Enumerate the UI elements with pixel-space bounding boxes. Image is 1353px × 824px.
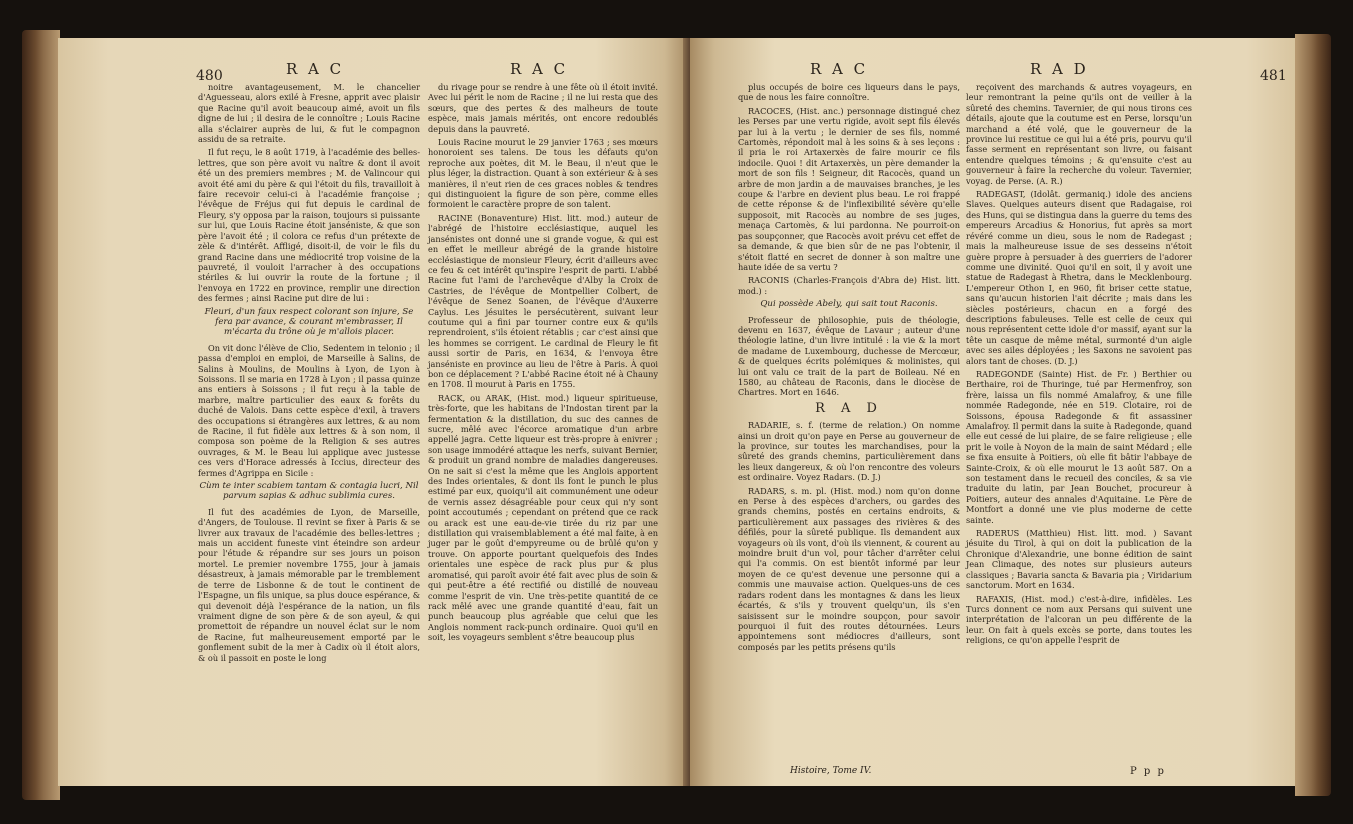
- paragraph: RADEGAST, (Idolât. germaniq.) idole des anciens Slaves. Quelques auteurs disent que Radagaise, roi des Huns, qui se distingua dans la guerre du tems des empereurs Arcadius & Honorius, fut après sa mort révéré comme un dieu, sous le nom de Radegast ; mais la malheureuse issue de ses desseins n'étoit guère propre à persuader à des guerriers de l'adorer comme une divinité. Quoi qu'il en soit, il y avoit une statue de Radegast à Rhetra, dans le Mecklenbourg. L'empereur Othon I, en 960, fit briser cette statue, sans qu'aucun historien l'ait décrite ; mais dans les siècles postérieurs, chacun en a forgé des descriptions fabuleuses. Telle est celle de ceux qui nous représentent cette idole d'or massif, ayant sur la tête un casque de même métal, surmonté d'un aigle avec ses ailes déployées ; les Saxons ne savoient pas alors tant de choses. (D. J.): [966, 189, 1192, 366]
- right-page: [690, 38, 1295, 786]
- paragraph: RACK, ou ARAK, (Hist. mod.) liqueur spiritueuse, très-forte, que les habitans de l'Indostan tirent par la fermentation & la distillation, du suc des cannes de sucre, mêlé avec l'écorce aromatique d'un arbre appellé jagra. Cette liqueur est très-propre à enivrer ; son usage immodéré attaque les nerfs, suivant Bernier, & produit un grand nombre de maladies dangereuses. On ne sait si c'est la même que les Anglois apportent des Indes orientales, & dont ils font le punch le plus estimé par eux, quoiqu'il ait communément une odeur de vernis assez désagréable pour ceux qui n'y sont point accoutumés ; cependant on prétend que ce rack ou arack est une eau-de-vie tirée du riz par une distillation qui vraisemblablement a été mal faite, à en juger par le goût d'empyreume ou de brûlé qu'on y trouve. On apporte pourtant quelquefois des Indes orientales une espèce de rack plus pur & plus aromatisé, qui paroît avoir été fait avec plus de soin & qui peut-être a été rectifié ou distillé de nouveau comme l'esprit de vin. Une très-petite quantité de ce rack mêlé avec une grande quantité d'eau, fait un punch beaucoup plus agréable que celui que les Anglois nomment rack-punch ordinaire. Quoi qu'il en soit, les voyageurs semblent s'être beaucoup plus: [428, 392, 658, 643]
- section-heading: R A D: [815, 400, 883, 416]
- paragraph: RADARIE, s. f. (terme de relation.) On nomme ainsi un droit qu'on paye en Perse au gouverneur de la province, sur toutes les marchandises, pour la sûreté des grands chemins, particulièrement dans les lieux dangereux, & où l'on rencontre des voleurs est ordinaire. Voyez Radars. (D. J.): [738, 420, 960, 483]
- paragraph: RADERUS (Matthieu) Hist. litt. mod. ) Savant jésuite du Tirol, à qui on doit la publication de la Chronique d'Alexandrie, une bonne édition de saint Jean Climaque, des notes sur plusieurs auteurs classiques ; Bavaria sancta & Bavaria pia ; Viridarium sanctorum. Mort en 1634.: [966, 528, 1192, 591]
- page-number-right: 481: [1260, 68, 1287, 84]
- verse-quote: Fleuri, d'un faux respect colorant son injure, Se fera par avance, & courant m'embrasser, Il m'écarta du trône où je m'allois placer.: [204, 306, 414, 338]
- left-page: [58, 38, 690, 786]
- left-column-1: [198, 82, 420, 666]
- page-edges-right: [1295, 34, 1331, 796]
- paragraph: noitre avantageusement, M. le chancelier d'Aguesseau, alors exilé à Fresne, apprit avec plaisir que Racine qu'il avoit beaucoup aimé, avoit un fils digne de lui ; il desira de le connoître ; Louis Racine alla s'éclairer auprès de lui, & fut le compagnon assidu de sa retraite.: [198, 82, 420, 145]
- page-edges-left: [22, 30, 60, 800]
- running-header-left-a: R A C: [286, 60, 345, 78]
- right-column-2: [966, 82, 1192, 649]
- paragraph: RACONIS (Charles-François d'Abra de) Hist. litt. mod.) :: [738, 275, 960, 296]
- running-header-right-a: R A C: [810, 60, 869, 78]
- verse-quote: Qui possède Abely, qui sait tout Raconis.: [760, 299, 938, 310]
- paragraph: Professeur de philosophie, puis de théologie, devenu en 1637, évêque de Lavaur ; auteur d'une théologie latine, d'un livre intitulé : la vie & la mort de madame de Luxembourg, duchesse de Mercœur, & de quelques écrits polémiques & molinistes, qui lui ont valu ce trait de la part de Boileau. Né en 1580, au château de Raconis, dans le diocèse de Chartres. Mort en 1646.: [738, 314, 960, 398]
- page-number-left: 480: [196, 68, 223, 84]
- paragraph: RACINE (Bonaventure) Hist. litt. mod.) auteur de l'abrégé de l'histoire ecclésiastique, auquel les jansénistes ont donné une si grande vogue, & qui est en effet le meilleur abrégé de la grande histoire ecclésiastique de monsieur Fleury, écrit d'ailleurs avec ce feu & cet intérêt qu'inspire l'esprit de parti. L'abbé Racine fut l'ami de l'archevêque d'Alby la Croix de Castries, de l'évêque de Montpellier Colbert, de l'évêque de Senez Soanen, de l'évêque d'Auxerre Caylus. Les jésuites le persécutèrent, suivant leur coutume qui a fini par tourner contre eux & qu'ils reprendroient, s'ils étoient rétablis ; car c'est ainsi que les hommes se corrigent. Le cardinal de Fleury le fit aussi sortir de Paris, en 1634, & l'envoya être janséniste en province au lieu de l'être à Paris. À quoi bon ce déplacement ? L'abbé Racine étoit né à Chauny en 1708. Il mourut à Paris en 1755.: [428, 212, 658, 390]
- verse-quote: Cùm te inter scabiem tantam & contagia lucri, Nil parvum sapias & adhuc sublimia cures.: [199, 481, 419, 502]
- running-header-left-b: R A C: [510, 60, 569, 78]
- paragraph: RADARS, s. m. pl. (Hist. mod.) nom qu'on donne en Perse à des espèces d'archers, ou gardes des grands chemins, postés en certains endroits, & particulièrement aux passages des rivières & des défilés, pour la sûreté publique. Ils demandent aux voyageurs où ils vont, d'où ils viennent, & courent au moindre bruit d'un vol, pour tâcher d'arrêter celui qui l'a commis. On est bientôt informé par leur moyen de ce qu'est devenue une personne qui a commis une mauvaise action. Quelques-uns de ces radars rodent dans les montagnes & dans les lieux écartés, & s'ils y trouvent quelqu'un, ils s'en saisissent sur le moindre soupçon, pour savoir pourquoi il fuit des routes détournées. Leurs appointemens sont médiocres d'ailleurs, sont composés par les petits présens qu'ils: [738, 485, 960, 652]
- footer-volume: Histoire, Tome IV.: [790, 766, 872, 776]
- paragraph: Louis Racine mourut le 29 janvier 1763 ; ses mœurs honoroient ses talens. De tous les défauts qu'on reproche aux poètes, dit M. le Beau, il n'eut que le plus léger, la distraction. Quant à son extérieur & à ses manières, il n'eut rien de ces graces nobles & tendres qui distinguoient la figure de son père, comme elles formoient le caractère propre de son talent.: [428, 137, 658, 210]
- paragraph: RAFAXIS, (Hist. mod.) c'est-à-dire, infidèles. Les Turcs donnent ce nom aux Persans qui suivent une interprétation de l'alcoran un peu différente de la leur. On fait à quels excès se porte, dans toutes les religions, ce qu'on appelle l'esprit de: [966, 593, 1192, 646]
- running-header-right-b: R A D: [1030, 60, 1089, 78]
- paragraph: Il fut reçu, le 8 août 1719, à l'académie des belles-lettres, que son père avoit vu naître & dont il avoit été un des premiers membres ; M. de Valincour qui avoit été ami du père & qui l'étoit du fils, travailloit à faire recevoir celui-ci à l'académie françoise ; l'évêque de Fréjus qui fut depuis le cardinal de Fleury, s'y opposa par la raison, toujours si puissante sur lui, que Louis Racine étoit janséniste, & que son père l'avoit été ; il colora ce refus d'un prétexte de zèle & d'intérêt. Affligé, disoit-il, de voir le fils du grand Racine dans une médiocrité trop voisine de la pauvreté, il vouloit l'arracher à des occupations stériles & lui ouvrir la route de la fortune ; il l'envoya en 1722 en province, remplir une direction des fermes ; ainsi Racine put dire de lui :: [198, 147, 420, 304]
- signature-mark: P p p: [1130, 766, 1166, 777]
- paragraph: RACOCES, (Hist. anc.) personnage distingué chez les Perses par une vertu rigide, avoit sept fils élevés par lui à la vertu ; le dernier de ses fils, nommé Cartomès, répondoit mal à les soins & à ses leçons : il pria le roi Artaxerxès de faire mourir ce fils indocile. Quoi ! dit Artaxerxès, un père demander la mort de son fils ! Seigneur, dit Racocès, quand un arbre de mon jardin a de mauvaises branches, je les coupe & l'arbre en devient plus beau. Le roi frappé de cette réponse & de l'inflexibilité sévère qu'elle supposoit, mit Racocès au nombre de ses juges, menaça Cartomès, & lui pardonna. Ne pourroit-on pas soupçonner, que Racocès avoit prévu cet effet de sa demande, & que bien sûr de ne pas l'obtenir, il s'étoit flatté en secret de donner à son maître une haute idée de sa vertu ?: [738, 105, 960, 272]
- left-column-2: [428, 82, 658, 646]
- paragraph: reçoivent des marchands & autres voyageurs, en leur remontrant la peine qu'ils ont de veiller à la sûreté des chemins. Tavernier, de qui nous tirons ces détails, ajoute que la coutume est en Perse, lorsqu'un marchand a été volé, que le gouverneur de la province lui restitue ce qui lui a été pris, pourvu qu'il fasse serment en représentant son livre, ou faisant entendre quelques témoins ; & qu'ensuite c'est au gouverneur à faire la recherche du voleur. Tavernier, voyag. de Perse. (A. R.): [966, 82, 1192, 186]
- paragraph: Il fut des académies de Lyon, de Marseille, d'Angers, de Toulouse. Il revint se fixer à Paris & se livrer aux travaux de l'académie des belles-lettres ; mais un accident funeste vint éteindre son ardeur pour l'étude & répandre sur ses jours un poison mortel. Le premier novembre 1755, jour à jamais désastreux, à jamais mémorable par le tremblement de terre de Lisbonne & de tout le continent de l'Espagne, un fils unique, sa plus douce espérance, & qui devenoit déjà l'espérance de la nation, un fils vraiment digne de son père & de son ayeul, & qui promettoit de répandre un nouvel éclat sur le nom de Racine, fut malheureusement emporté par le gonflement subit de la mer à Cadix où il étoit alors, & où il passoit en poste le long: [198, 506, 420, 663]
- paragraph: plus occupés de boire ces liqueurs dans le pays, que de nous les faire connoître.: [738, 82, 960, 103]
- paragraph: du rivage pour se rendre à une fête où il étoit invité. Avec lui périt le nom de Racine ; il ne lui resta que des sœurs, que des pertes & des malheurs de toute espèce, mais jamais mérités, ont encore redoublés depuis dans la pauvreté.: [428, 82, 658, 134]
- paragraph: RADEGONDE (Sainte) Hist. de Fr. ) Berthier ou Berthaire, roi de Thuringe, tué par Hermenfroy, son frère, laissa un fils nommé Amalafroy, & une fille nommée Radegonde, née en 519. Clotaire, roi de Soissons, épousa Radegonde & fit assassiner Amalafroy. Il permit dans la suite à Radegonde, quand elle eut cessé de lui plaire, de se faire religieuse ; elle prit le voile à Noyon de la main de saint Médard ; elle se fixa ensuite à Poitiers, où elle fit bâtir l'abbaye de Sainte-Croix, & où elle mourut le 13 août 587. On a son testament dans le recueil des conciles, & sa vie traduite du latin, par Jean Bouchet, procureur à Poitiers, auteur des annales d'Aquitaine. Le Père de Montfort a donné une vie plus moderne de cette sainte.: [966, 368, 1192, 525]
- right-column-1: [738, 82, 960, 655]
- paragraph: On vit donc l'élève de Clio, Sedentem in telonio ; il passa d'emploi en emploi, de Marseille à Salins, de Salins à Moulins, de Moulins à Lyon, de Lyon à Soissons. Il se maria en 1728 à Lyon ; il passa quinze ans entiers à Soissons ; il fut reçu à la table de marbre, maître particulier des eaux & forêts du duché de Valois. Dans cette espèce d'exil, à travers des occupations si étrangères aux lettres, & au nom de Racine, il fut fidèle aux lettres & à son nom, il composa son poème de la Religion & ses autres ouvrages, & M. le Beau lui applique avec justesse ces vers d'Horace adressés à Iccius, directeur des fermes d'Agrippa en Sicile :: [198, 342, 420, 478]
